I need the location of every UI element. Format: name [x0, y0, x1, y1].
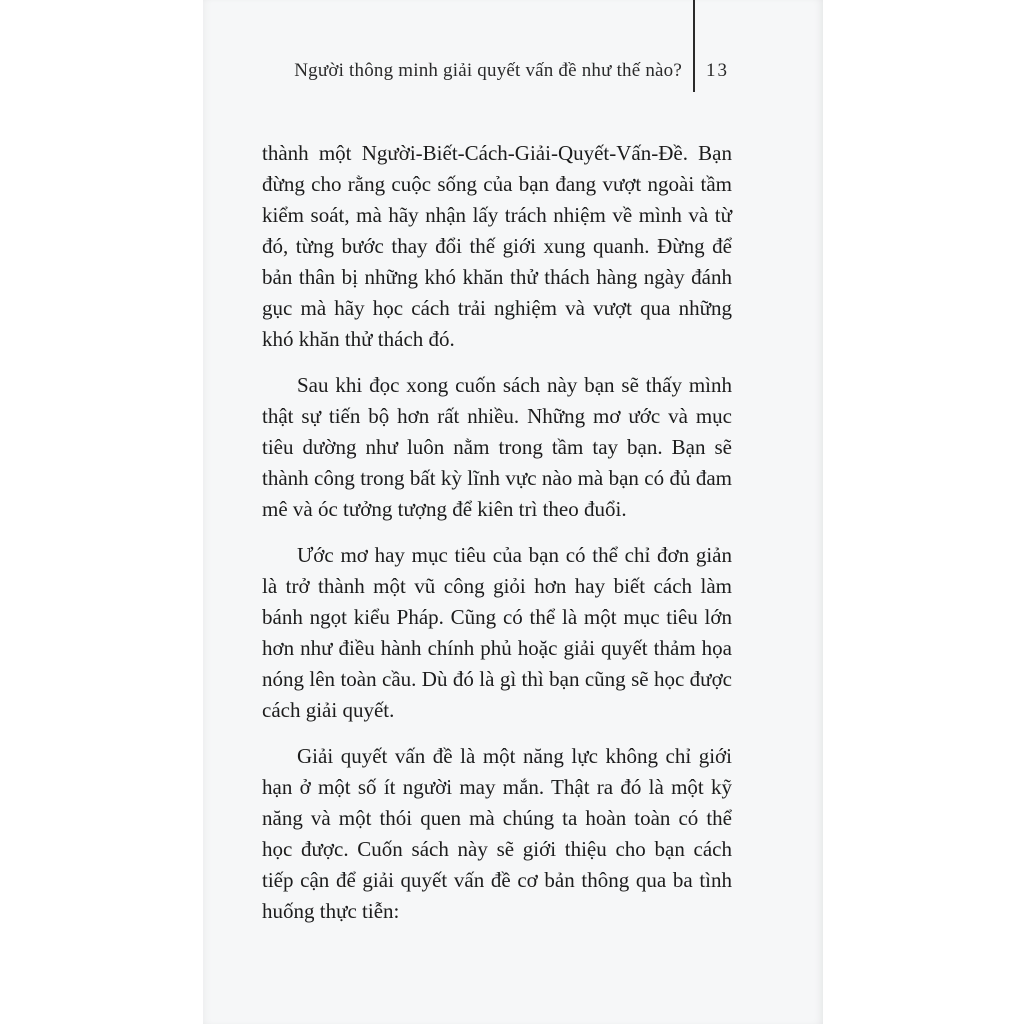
header-divider [693, 0, 695, 92]
body-text [262, 138, 732, 942]
paragraph-4: Giải quyết vấn đề là một năng lực không chỉ giới hạn ở một số ít người may mắn. Thật ra đó là một kỹ năng và một thói quen mà chúng ta hoàn toàn có thể học được. Cuốn sách này sẽ giới thiệu cho bạn cách tiếp cận để giải quyết vấn đề cơ bản thông qua ba tình huống thực tiễn: [262, 744, 732, 923]
page-number: 13 [706, 60, 729, 81]
paragraph-3: Ước mơ hay mục tiêu của bạn có thể chỉ đơn giản là trở thành một vũ công giỏi hơn hay biết cách làm bánh ngọt kiểu Pháp. Cũng có thể là một mục tiêu lớn hơn như điều hành chính phủ hoặc giải quyết thảm họa nóng lên toàn cầu. Dù đó là gì thì bạn cũng sẽ học được cách giải quyết. [262, 543, 732, 722]
paragraph-1: thành một Người-Biết-Cách-Giải-Quyết-Vấn-Đề. Bạn đừng cho rằng cuộc sống của bạn đang vượt ngoài tầm kiểm soát, mà hãy nhận lấy trách nhiệm về mình và từ đó, từng bước thay đổi thế giới xung quanh. Đừng để bản thân bị những khó khăn thử thách hàng ngày đánh gục mà hãy học cách trải nghiệm và vượt qua những khó khăn thử thách đó. [262, 141, 732, 351]
paragraph-2: Sau khi đọc xong cuốn sách này bạn sẽ thấy mình thật sự tiến bộ hơn rất nhiều. Những mơ ước và mục tiêu dường như luôn nằm trong tầm tay bạn. Bạn sẽ thành công trong bất kỳ lĩnh vực nào mà bạn có đủ đam mê và óc tưởng tượng để kiên trì theo đuổi. [262, 373, 732, 521]
running-title: Người thông minh giải quyết vấn đề như thế nào? [294, 60, 682, 81]
